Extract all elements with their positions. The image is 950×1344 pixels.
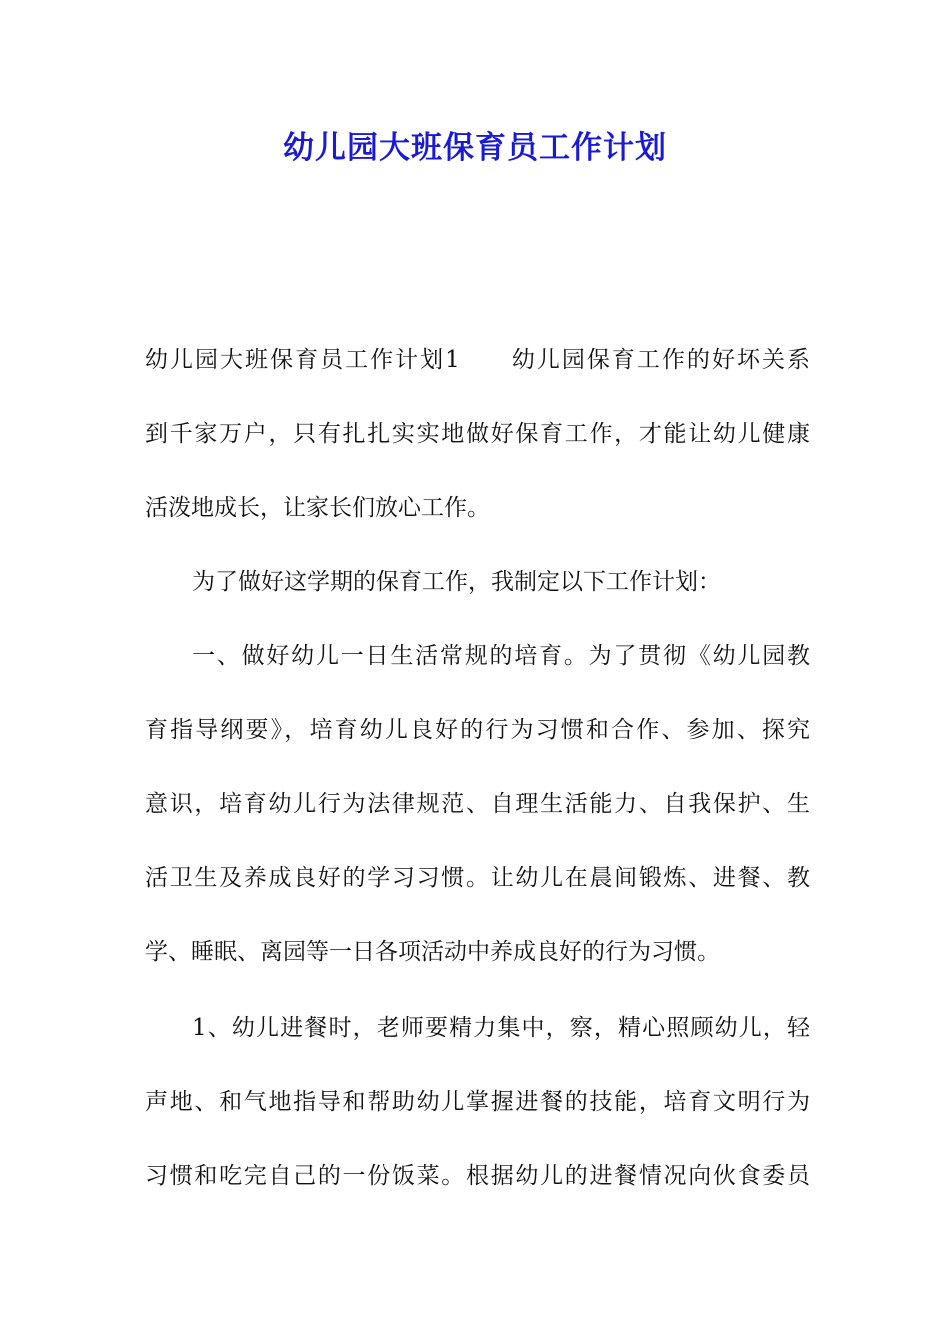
paragraph-4-line-2: 声地、和气地指导和帮助幼儿掌握进餐的技能，培育文明行为	[145, 1089, 810, 1115]
paragraph-3-line-4: 活卫生及养成良好的学习习惯。让幼儿在晨间锻炼、进餐、教	[145, 865, 810, 891]
paragraph-3-line-3: 意识，培育幼儿行为法律规范、自理生活能力、自我保护、生	[145, 791, 810, 817]
paragraph-1-line-3: 活泼地成长，让家长们放心工作。	[145, 495, 490, 521]
paragraph-3-line-1: 一、做好幼儿一日生活常规的培育。为了贯彻《幼儿园教	[192, 643, 810, 669]
paragraph-1-line-1: 幼儿园大班保育员工作计划1 幼儿园保育工作的好坏关系	[145, 347, 810, 373]
paragraph-1-line-2: 到千家万户，只有扎扎实实地做好保育工作，才能让幼儿健康	[145, 421, 810, 447]
document-title: 幼儿园大班保育员工作计划	[283, 130, 667, 166]
paragraph-4-line-3: 习惯和吃完自己的一份饭菜。根据幼儿的进餐情况向伙食委员	[145, 1163, 810, 1189]
paragraph-3-line-2: 育指导纲要》，培育幼儿良好的行为习惯和合作、参加、探究	[145, 717, 810, 743]
paragraph-4-line-1: 1、幼儿进餐时，老师要精力集中，察，精心照顾幼儿，轻	[192, 1015, 810, 1041]
paragraph-2-line-1: 为了做好这学期的保育工作，我制定以下工作计划：	[192, 569, 721, 595]
paragraph-3-line-5: 学、睡眠、离园等一日各项活动中养成良好的行为习惯。	[145, 939, 720, 965]
